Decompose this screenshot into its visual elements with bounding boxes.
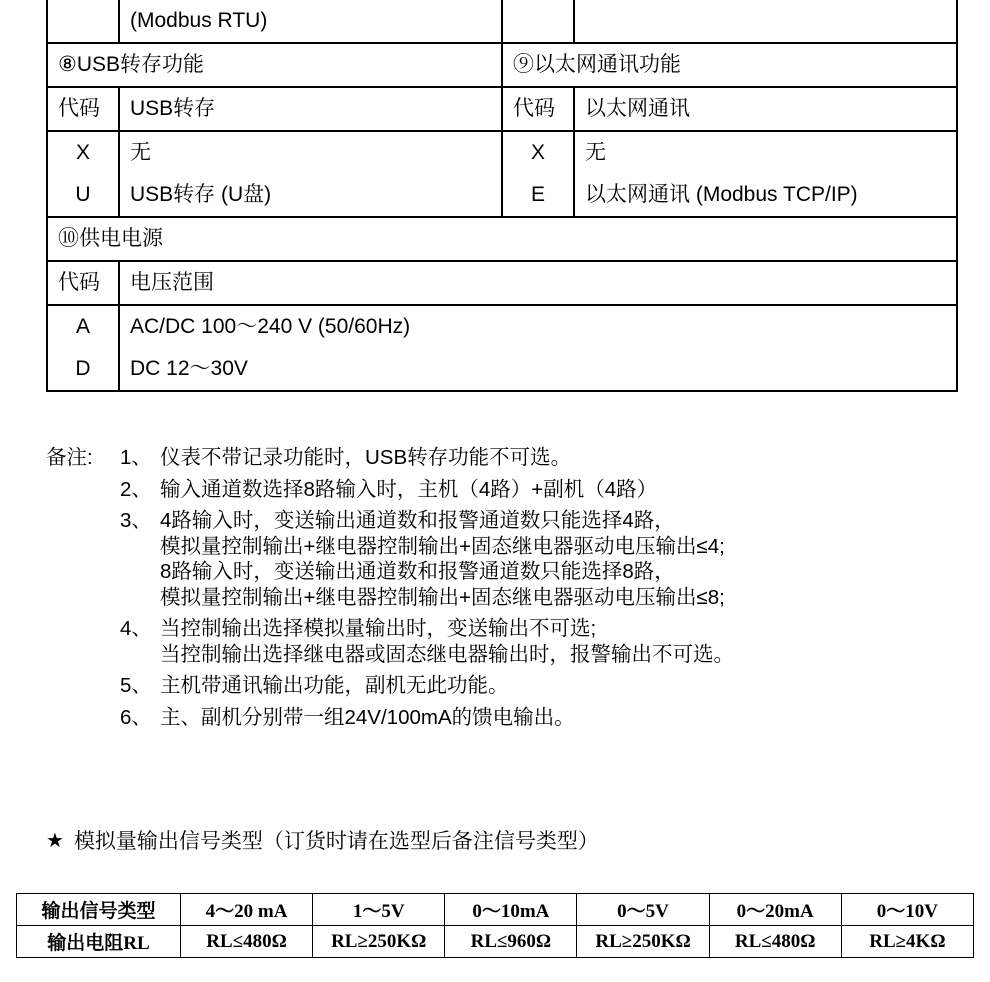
section10-row1-desc: DC 12～30V [119, 348, 957, 391]
remark-5-text [160, 676, 976, 702]
analog-signal-5: 0～20mA [709, 894, 841, 926]
remark-3-text [160, 511, 976, 613]
section10-row0-desc: AC/DC 100～240 V (50/60Hz) [119, 305, 957, 348]
analog-signal-2: 1～5V [313, 894, 445, 926]
star-icon: ★ [46, 829, 64, 852]
table-row [47, 174, 957, 217]
table-row [47, 348, 957, 391]
section8-row0-desc: 无 [119, 131, 502, 174]
analog-signal-4: 0～5V [577, 894, 709, 926]
analog-resistance-2: RL≥250KΩ [313, 926, 445, 958]
section9-row0-desc: 无 [574, 131, 957, 174]
remark-3-line-4: 模拟量控制输出+继电器控制输出+固态继电器驱动电压输出≤8; [160, 585, 725, 609]
table-row [17, 926, 974, 958]
remarks-items [120, 448, 976, 739]
analog-resistance-5: RL≤480Ω [709, 926, 841, 958]
table-row [47, 261, 957, 305]
section8-col-name: USB转存 [119, 87, 502, 131]
remark-6-text [160, 705, 976, 734]
section8-col-code: 代码 [47, 87, 119, 131]
table-row [47, 43, 957, 87]
table-row [47, 305, 957, 348]
section10-row0-code: A [47, 305, 119, 348]
table-row [47, 131, 957, 174]
analog-signal-3: 0～10mA [445, 894, 577, 926]
section9-title: ⑨以太网通讯功能 [502, 43, 957, 87]
section8-row1-desc: USB转存 (U盘) [119, 174, 502, 217]
analog-signal-6: 0～10V [841, 894, 973, 926]
remark-5-line-1: 主机带通讯输出功能，副机无此功能。 [160, 674, 509, 697]
list-item [120, 448, 976, 474]
remark-4-number: 4、 [120, 617, 152, 640]
cell-empty-left [47, 0, 119, 43]
section8-row0-code: X [47, 131, 119, 174]
section10-col-code: 代码 [47, 261, 119, 305]
table-row [47, 87, 957, 131]
list-item [120, 511, 976, 613]
section9-row0-code: X [502, 131, 574, 174]
remark-2-line-1: 输入通道数选择8路输入时，主机（4路）+副机（4路） [160, 477, 658, 501]
spec-selection-table [46, 0, 958, 392]
cell-empty-right-code [502, 0, 574, 43]
section10-title: ⑩供电电源 [47, 217, 957, 261]
list-item [120, 477, 976, 506]
remarks-block [46, 448, 976, 741]
analog-resistance-1: RL≤480Ω [181, 926, 313, 958]
analog-resistance-4: RL≥250KΩ [577, 926, 709, 958]
table-row [47, 217, 957, 261]
section9-col-code: 代码 [502, 87, 574, 131]
remarks-row [46, 448, 976, 739]
analog-row-header-signal: 输出信号类型 [17, 894, 181, 926]
list-item [120, 705, 976, 734]
remark-1-number: 1、 [120, 446, 152, 469]
section10-col-name: 电压范围 [119, 261, 957, 305]
remark-4-line-1: 当控制输出选择模拟量输出时，变送输出不可选; [160, 617, 597, 640]
remark-3-line-1: 4路输入时，变送输出通道数和报警通道数只能选择4路， [160, 509, 675, 532]
analog-output-heading-text: 模拟量输出信号类型（订货时请在选型后备注信号类型） [73, 830, 599, 853]
remark-5-number: 5、 [120, 674, 152, 697]
analog-resistance-3: RL≤960Ω [445, 926, 577, 958]
remark-4-text [160, 619, 976, 670]
remark-2-text [160, 477, 976, 506]
section9-row1-code: E [502, 174, 574, 217]
remark-6-line-1: 主、副机分别带一组24V/100mA的馈电输出。 [160, 705, 575, 729]
cell-empty-right-desc [574, 0, 957, 43]
section8-title: ⑧USB转存功能 [47, 43, 502, 87]
section10-row1-code: D [47, 348, 119, 391]
cell-modbus-rtu: (Modbus RTU) [119, 0, 502, 43]
section9-col-name: 以太网通讯 [574, 87, 957, 131]
remarks-label: 备注: [46, 446, 93, 469]
remark-1-text [160, 448, 976, 474]
section9-row1-desc: 以太网通讯 (Modbus TCP/IP) [574, 174, 957, 217]
remark-3-number: 3、 [120, 509, 152, 532]
analog-signal-1: 4～20 mA [181, 894, 313, 926]
remark-2-number: 2、 [120, 477, 152, 501]
remark-3-line-2: 模拟量控制输出+继电器控制输出+固态继电器驱动电压输出≤4; [160, 534, 725, 558]
list-item [120, 619, 976, 670]
analog-resistance-6: RL≥4KΩ [841, 926, 973, 958]
analog-output-table [16, 893, 974, 958]
analog-row-header-resistance: 输出电阻RL [17, 926, 181, 958]
table-row [17, 894, 974, 926]
remark-1-line-1: 仪表不带记录功能时，USB转存功能不可选。 [160, 446, 572, 469]
list-item [120, 676, 976, 702]
section8-row1-code: U [47, 174, 119, 217]
table-row [47, 0, 957, 43]
remark-3-line-3: 8路输入时，变送输出通道数和报警通道数只能选择8路， [160, 560, 675, 583]
remark-6-number: 6、 [120, 705, 152, 729]
remark-4-line-2: 当控制输出选择继电器或固态继电器输出时，报警输出不可选。 [160, 642, 734, 666]
analog-output-heading [46, 825, 599, 855]
